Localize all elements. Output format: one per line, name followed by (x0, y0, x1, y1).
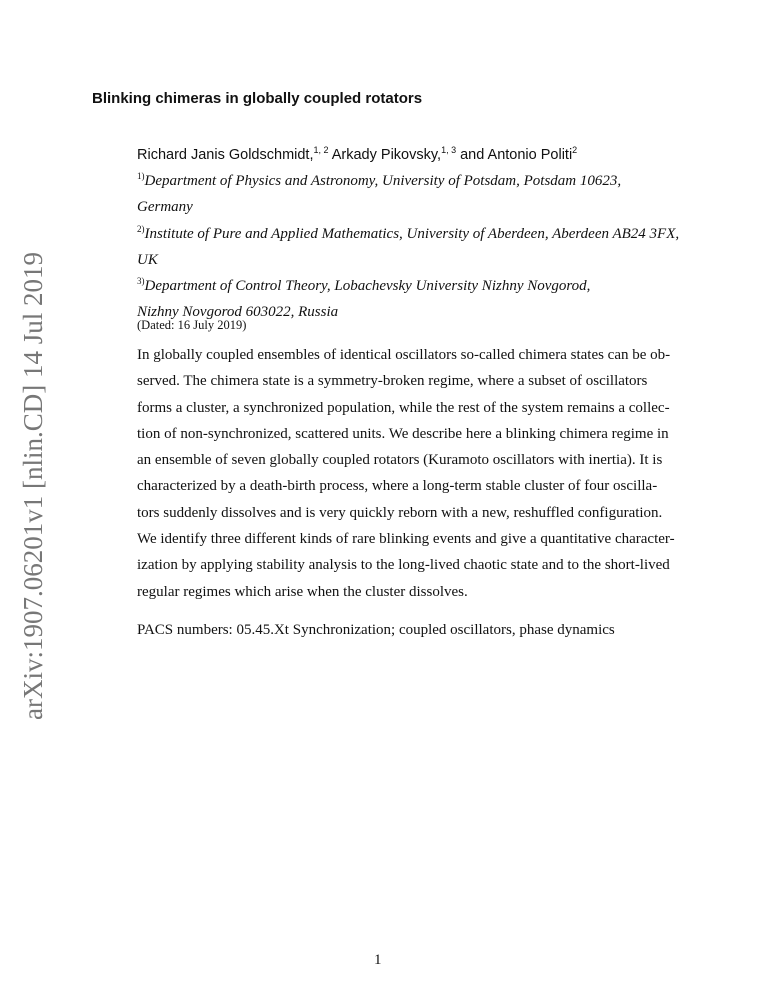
affiliation-2 (137, 226, 679, 243)
dated-line: (Dated: 16 July 2019) (137, 318, 247, 332)
pacs-numbers: PACS numbers: 05.45.Xt Synchronization; coupled oscillators, phase dynamics (137, 622, 615, 638)
affil-marker: 3) (137, 276, 145, 286)
author: Richard Janis Goldschmidt, (137, 147, 314, 163)
affil-line: Department of Physics and Astronomy, University of Potsdam, Potsdam 10623, (144, 173, 622, 189)
abstract-line: an ensemble of seven globally coupled rotators (Kuramoto oscillators with inertia). It is (137, 452, 663, 469)
affiliation-2-cont: UK (137, 252, 158, 268)
abstract-line: served. The chimera state is a symmetry-broken regime, where a subset of oscillators (137, 373, 648, 390)
page-number: 1 (374, 952, 382, 968)
abstract-line: regular regimes which arise when the cluster dissolves. (137, 583, 468, 600)
affiliation-1 (137, 173, 621, 190)
abstract-line: tion of non-synchronized, scattered units. We describe here a blinking chimera regime in (137, 425, 669, 442)
author-affil: 1, 2 (313, 145, 329, 155)
abstract-line: In globally coupled ensembles of identical oscillators so-called chimera states can be ob- (137, 347, 671, 363)
abstract-line: We identify three different kinds of rare blinking events and give a quantitative character- (137, 531, 675, 548)
author-affil: 2 (572, 145, 578, 155)
abstract-line: ization by applying stability analysis to the long-lived chaotic state and to the short-lived (137, 557, 670, 574)
affil-line: Department of Control Theory, Lobachevsky University Nizhny Novgorod, (144, 278, 591, 294)
affiliation-1-cont: Germany (137, 199, 193, 215)
abstract-line: characterized by a death-birth process, where a long-term stable cluster of four oscilla- (137, 478, 658, 495)
affiliation-3 (137, 278, 590, 295)
arxiv-stamp: arXiv:1907.06201v1 [nlin.CD] 14 Jul 2019 (18, 252, 48, 720)
abstract-line: tors suddenly dissolves and is very quickly reborn with a new, reshuffled configuration. (137, 504, 663, 521)
author: and Antonio Politi (456, 147, 573, 163)
affil-line: Institute of Pure and Applied Mathematics, University of Aberdeen, Aberdeen AB24 3FX, (144, 226, 680, 242)
paper-title: Blinking chimeras in globally coupled rotators (92, 90, 423, 107)
affil-marker: 1) (137, 171, 145, 181)
author-list (137, 147, 577, 163)
author-affil: 1, 3 (441, 145, 457, 155)
affiliation-3-cont: Nizhny Novgorod 603022, Russia (137, 304, 339, 320)
affil-marker: 2) (137, 224, 145, 234)
abstract (137, 342, 675, 605)
author: Arkady Pikovsky, (328, 147, 442, 163)
abstract-line: forms a cluster, a synchronized population, while the rest of the system remains a collec- (137, 399, 670, 416)
